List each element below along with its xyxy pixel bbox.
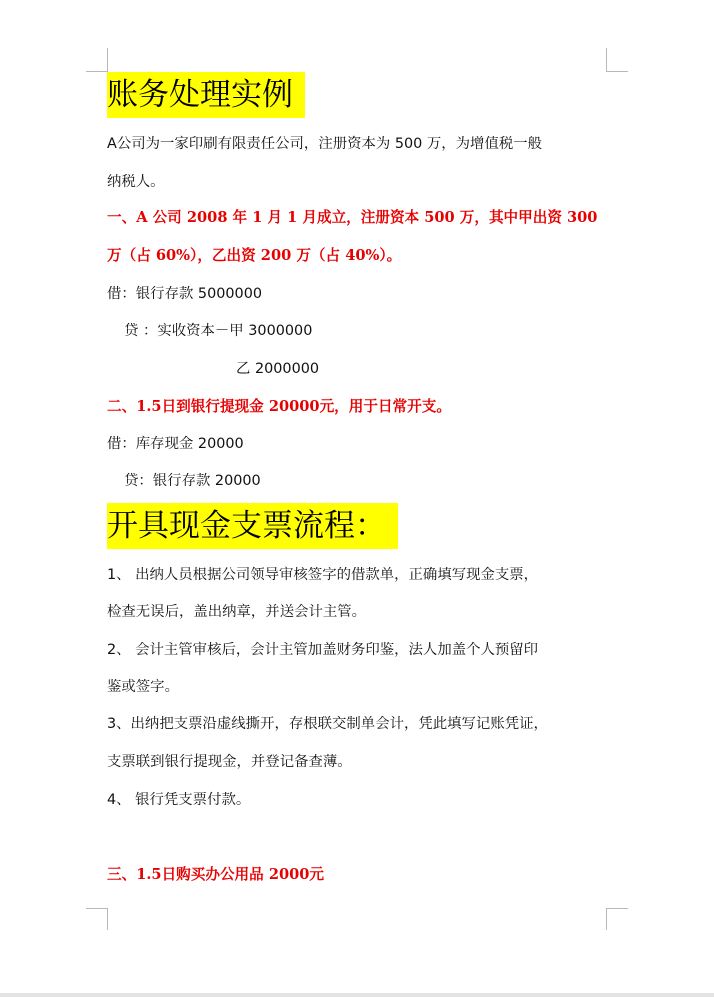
item1-debit-entry[interactable]: 借：银行存款 5000000: [107, 286, 263, 302]
item1-heading-line-1[interactable]: 一、A 公司 2008 年 1 月 1 月成立，注册资本 500 万，其中甲出资 300: [107, 209, 598, 226]
intro-line-2[interactable]: 纳税人。: [107, 174, 165, 190]
item1-credit-entry-2[interactable]: 乙 2000000: [236, 361, 320, 377]
item2-debit-entry[interactable]: 借：库存现金 20000: [107, 436, 244, 452]
window-bottom-bar: [0, 993, 714, 997]
corner-mark-top-left: [86, 48, 108, 72]
item1-credit-entry[interactable]: 贷 ：实收资本－甲 3000000: [124, 323, 313, 339]
corner-mark-bottom-left: [86, 908, 108, 930]
step2-line-2[interactable]: 鉴或签字。: [107, 679, 179, 695]
item2-credit-entry[interactable]: 贷：银行存款 20000: [124, 473, 261, 489]
step4-line[interactable]: 4、 银行凭支票付款。: [107, 792, 251, 808]
corner-mark-bottom-right: [606, 908, 628, 930]
section-title-cash-check-process[interactable]: 开具现金支票流程：: [107, 503, 398, 549]
step3-line-1[interactable]: 3、出纳把支票沿虚线撕开，存根联交制单会计，凭此填写记账凭证，: [107, 716, 548, 732]
step2-line-1[interactable]: 2、 会计主管审核后，会计主管加盖财务印鉴，法人加盖个人预留印: [107, 642, 539, 658]
item2-heading[interactable]: 二、1.5日到银行提现金 20000元，用于日常开支。: [107, 398, 451, 415]
item3-heading[interactable]: 三、1.5日购买办公用品 2000元: [107, 866, 325, 883]
item1-heading-line-2[interactable]: 万（占 60%），乙出资 200 万（占 40%）。: [107, 247, 402, 264]
corner-mark-top-right: [606, 48, 628, 72]
step3-line-2[interactable]: 支票联到银行提现金，并登记备查薄。: [107, 754, 352, 770]
step1-line-2[interactable]: 检查无误后，盖出纳章，并送会计主管。: [107, 604, 367, 620]
step1-line-1[interactable]: 1、 出纳人员根据公司领导审核签字的借款单，正确填写现金支票，: [107, 567, 539, 583]
intro-line-1[interactable]: A公司为一家印刷有限责任公司，注册资本为 500 万，为增值税一般: [107, 136, 543, 152]
section-title-accounting-examples[interactable]: 账务处理实例: [107, 72, 305, 118]
